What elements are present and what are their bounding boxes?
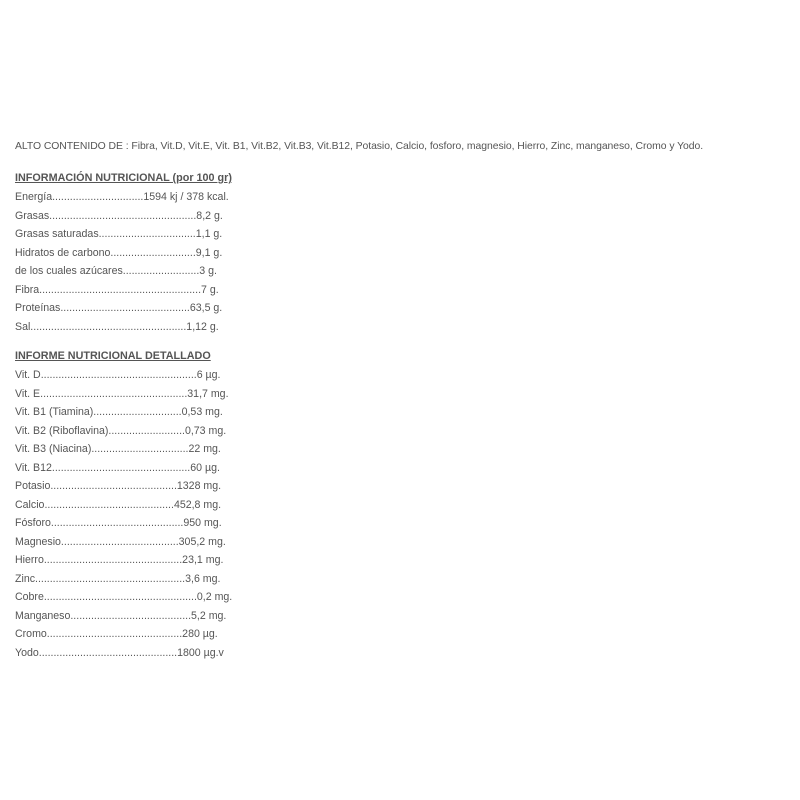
detail-row-vit-b1: Vit. B1 (Tiamina)..............................0,53 mg. bbox=[15, 406, 223, 418]
nutrition-row-proteinas: Proteínas............................................63,5 g. bbox=[15, 302, 223, 314]
section-spacer bbox=[15, 337, 795, 348]
nutrition-row-fibra: Fibra.......................................................7 g. bbox=[15, 283, 219, 296]
detail-row-manganeso: Manganeso.........................................5,2 mg. bbox=[15, 609, 227, 622]
detail-row-hierro: Hierro...............................................23,1 mg. bbox=[15, 554, 224, 566]
detail-row-vit-d: Vit. D.....................................................6 µg. bbox=[15, 369, 221, 381]
detail-row-calcio: Calcio............................................452,8 mg. bbox=[15, 498, 222, 511]
detail-row-vit-b12: Vit. B12...............................................60 µg. bbox=[15, 461, 220, 474]
nutrition-row-energia: Energía...............................1594 kj / 378 kcal. bbox=[15, 191, 229, 203]
detail-row-zinc: Zinc...................................................3,6 mg. bbox=[15, 572, 221, 585]
detail-row-fosforo: Fósforo.............................................950 mg. bbox=[15, 517, 222, 529]
nutrition-info-list bbox=[15, 189, 795, 337]
product-description bbox=[15, 139, 795, 663]
nutrition-info-title: INFORMACIÓN NUTRICIONAL (por 100 gr) bbox=[15, 172, 232, 184]
high-content-text: ALTO CONTENIDO DE : Fibra, Vit.D, Vit.E, Vit. B1, Vit.B2, Vit.B3, Vit.B12, Potasio, Calcio, fosforo, magnesio, Hierro, Zinc, manganeso, Cromo y Yodo. bbox=[15, 141, 704, 152]
detail-row-vit-e: Vit. E..................................................31,7 mg. bbox=[15, 387, 229, 400]
detail-row-vit-b3: Vit. B3 (Niacina).................................22 mg. bbox=[15, 443, 221, 455]
detail-row-yodo: Yodo...............................................1800 µg.v bbox=[15, 646, 224, 659]
nutrition-row-grasas: Grasas..................................................8,2 g. bbox=[15, 209, 223, 222]
nutrition-row-sal: Sal.....................................................1,12 g. bbox=[15, 320, 219, 333]
detailed-report-title: INFORME NUTRICIONAL DETALLADO bbox=[15, 350, 211, 362]
detail-row-magnesio: Magnesio........................................305,2 mg. bbox=[15, 535, 226, 548]
detailed-report-list bbox=[15, 367, 795, 663]
nutrition-row-azucares: de los cuales azúcares..........................3 g. bbox=[15, 265, 217, 277]
detail-row-vit-b2: Vit. B2 (Riboflavina)..........................0,73 mg. bbox=[15, 424, 227, 437]
detail-row-potasio: Potasio...........................................1328 mg. bbox=[15, 480, 222, 492]
detail-row-cromo: Cromo..............................................280 µg. bbox=[15, 628, 218, 640]
detail-row-cobre: Cobre....................................................0,2 mg. bbox=[15, 591, 233, 603]
nutrition-row-grasas-saturadas: Grasas saturadas.................................1,1 g. bbox=[15, 228, 223, 240]
nutrition-row-hidratos: Hidratos de carbono.............................9,1 g. bbox=[15, 246, 223, 259]
